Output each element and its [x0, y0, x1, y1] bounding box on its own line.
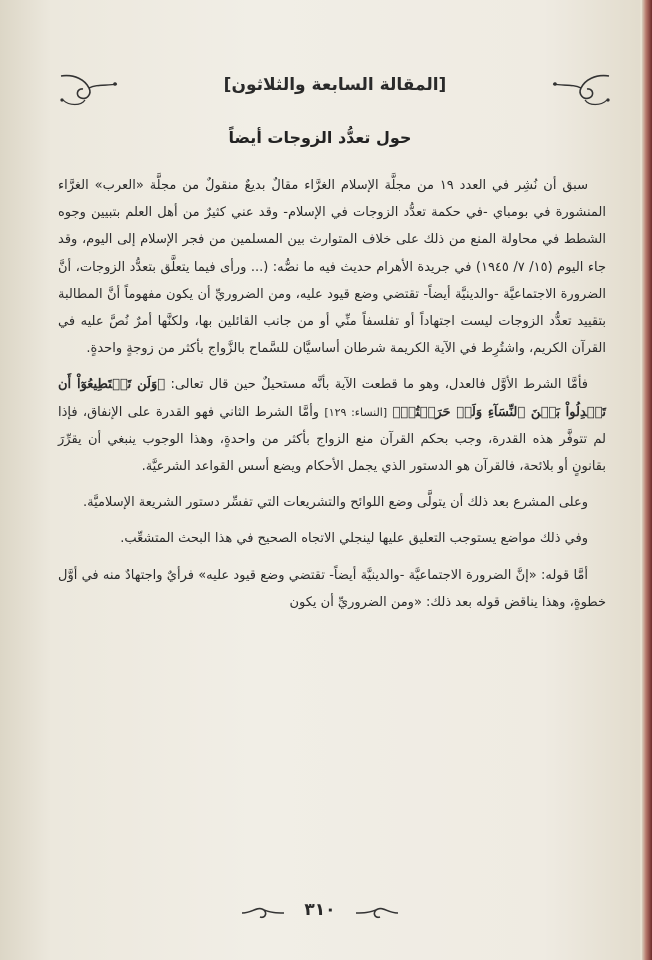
footer-ornament-left-icon [240, 904, 286, 922]
quran-verse: ﴿وَلَن تَسۡتَطِيعُوٓاْ أَن تَعۡدِلُواْ بَيۡنَ ٱلنِّسَآءِ وَلَوۡ حَرَصۡتُمۡ﴾ [58, 377, 606, 420]
article-title: حول تعدُّد الزوجات أيضاً [228, 128, 412, 147]
verse-citation: [النساء: ١٢٩] [324, 405, 388, 419]
page-footer [240, 900, 400, 924]
paragraph-1: سبق أن نُشِر في العدد ١٩ من مجلَّة الإسلام الغرَّاء مقالٌ بديعٌ منقولٌ من مجلَّة «العرب» الغرَّاء المنشورة في بومباي -في حكمة تعدُّد الزوجات في الإسلام- وقد عني كثيرٌ من أهل العلم بتبيين وجوه الشطط في محاولة المنع من ذلك على خلاف المتوارث بين المسلمين من فجر الإسلام إلى اليوم، وقد جاء اليوم (١٥/ ٧/ ١٩٤٥) في جريدة الأهرام حديث فيه ما نصُّه: (... ورأى فيما يتعلَّق بتعدُّد الزوجات، أنَّ الضرورة الاجتماعيَّة -والدينيَّة أيضاً- تقتضي وضع قيود عليه، ومن الضروريِّ أن يكون مفهوماً أنَّ المطالبة بتقييد تعدُّد الزوجات ليست اجتهاداً أو تفلسفاً منِّي أو من جانب القائلين بها، ولكنَّها أمرٌ نُصَّ عليه في القرآن الكريم، واشتُرِط في الآية الكريمة شرطان أساسيَّان للسَّماح بالزَّواج بأكثر من زوجةٍ واحدةٍ. [58, 178, 607, 357]
book-spine-edge [642, 0, 652, 960]
paragraph-2 [58, 371, 606, 480]
paragraph-5: أمَّا قوله: «إنَّ الضرورة الاجتماعيَّة -والدينيَّة أيضاً- تقتضي وضع قيود عليه» فرأيٌ واجتهادٌ منه في أوَّل خطوةٍ، وهذا يناقض قوله بعد ذلك: «ومن الضروريِّ أن يكون [58, 567, 606, 610]
paragraph-4: وفي ذلك مواضع يستوجب التعليق عليها لينجلي الاتجاه الصحيح في هذا البحث المتشعِّب. [120, 531, 588, 547]
footer-ornament-right-icon [354, 904, 400, 922]
paragraph-2-after-quote: وأمَّا الشرط الثاني فهو القدرة على الإنفاق، فإذا لم تتوفَّر هذه القدرة، وجب بحكم القرآن منع الزواج بأكثر من واحدةٍ، وهذا الوجوب ينبغي أن يقرِّرَ بقانونٍ أو بلائحة، فالقرآن هو الدستور الذي يجمل الأحكام ويضع أسس القواعد الشرعيَّة. [58, 404, 606, 475]
article-body [58, 172, 606, 625]
paragraph-2-before-quote: فأمَّا الشرط الأوَّل فالعدل، وهو ما قطعت الآية بأنَّه مستحيلٌ حين قال تعالى: [170, 377, 588, 393]
header-ornament-left-icon [55, 70, 125, 110]
page-number: ٣١٠ [304, 900, 336, 920]
page-header [55, 70, 615, 110]
chapter-title: [المقالة السابعة والثلاثون] [223, 75, 447, 95]
paragraph-3: وعلى المشرع بعد ذلك أن يتولَّى وضع اللوائح والتشريعات التي تفسِّر دستور الشريعة الإسلاميَّة. [83, 495, 588, 511]
header-ornament-right-icon [545, 70, 615, 110]
